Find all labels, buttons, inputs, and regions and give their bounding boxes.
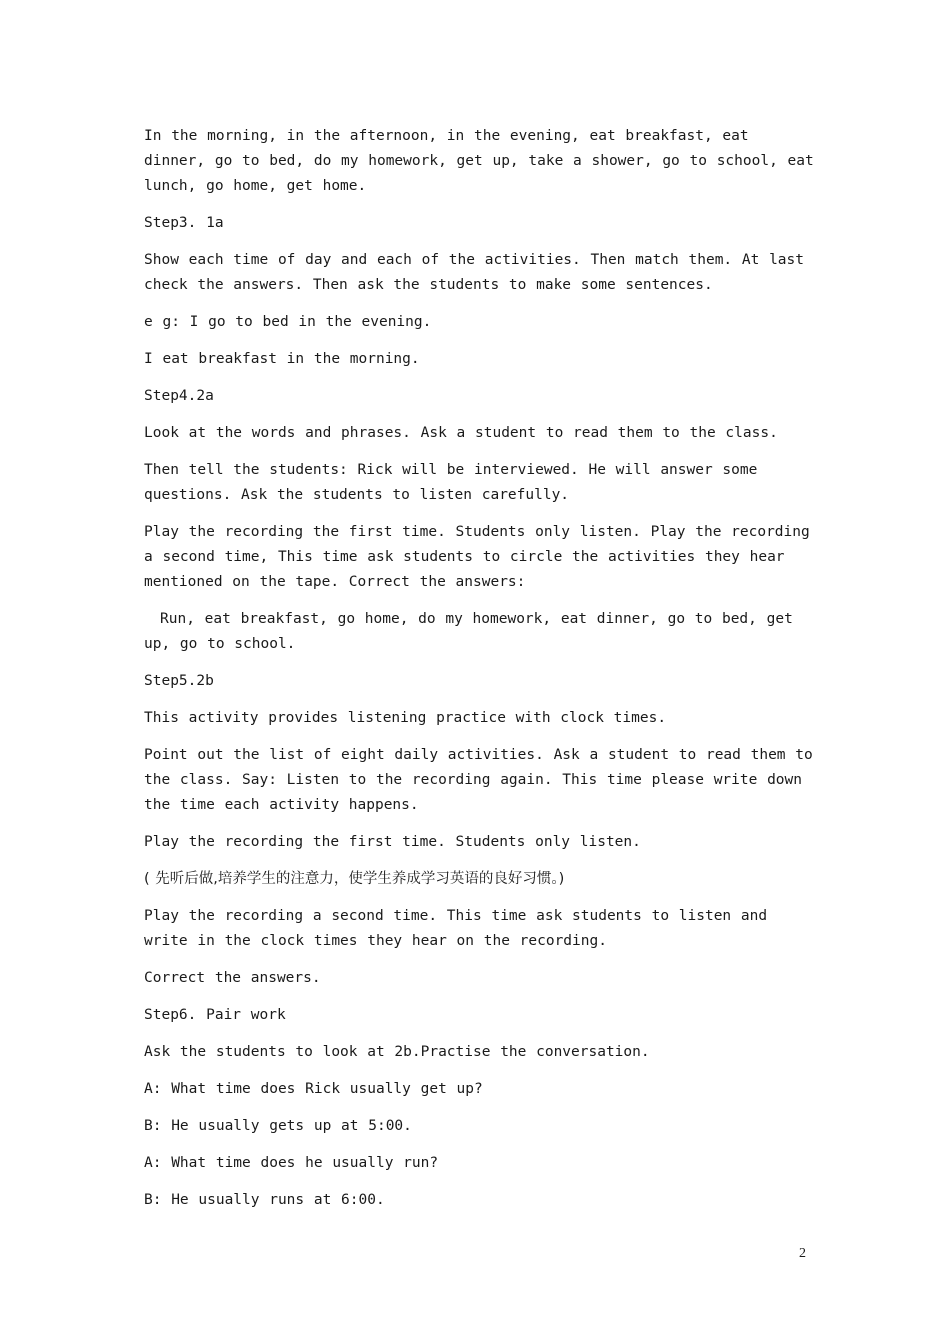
heading-step4: Step4.2a: [144, 388, 214, 404]
paragraph-chinese-note: ( 先听后做,培养学生的注意力，使学生养成学习英语的良好习惯。): [144, 871, 565, 887]
paragraph-phrases: In the morning, in the afternoon, in the evening, eat breakfast, eat dinner, go to bed, do my homework, get up, take a shower, go to school, eat lunch, go home, get home.: [144, 128, 814, 194]
paragraph-step5-point-out: Point out the list of eight daily activities. Ask a student to read them to the class. Say: Listen to the recording again. This time please write down the time each activity happens.: [144, 747, 813, 813]
dialogue-line-a1: A: What time does Rick usually get up?: [144, 1081, 483, 1097]
paragraph-step6-ask: Ask the students to look at 2b.Practise the conversation.: [144, 1044, 650, 1060]
paragraph-step5-intro: This activity provides listening practice with clock times.: [144, 710, 667, 726]
paragraph-step5-play-second: Play the recording a second time. This time ask students to listen and write in the clock times they hear on the recording.: [144, 908, 768, 949]
dialogue-line-b1: B: He usually gets up at 5:00.: [144, 1118, 412, 1134]
paragraph-example-1: e g: I go to bed in the evening.: [144, 314, 432, 330]
heading-step3: Step3. 1a: [144, 215, 224, 231]
paragraph-step5-play-first: Play the recording the first time. Students only listen.: [144, 834, 641, 850]
paragraph-step3-instructions: Show each time of day and each of the activities. Then match them. At last check the answers. Then ask the students to make some sentences.: [144, 252, 805, 293]
heading-step6: Step6. Pair work: [144, 1007, 286, 1023]
page-number: 2: [799, 1246, 806, 1261]
paragraph-step5-correct: Correct the answers.: [144, 970, 321, 986]
paragraph-step4-tell: Then tell the students: Rick will be interviewed. He will answer some questions. Ask the students to listen carefully.: [144, 462, 758, 503]
dialogue-line-b2: B: He usually runs at 6:00.: [144, 1192, 385, 1208]
paragraph-step4-look: Look at the words and phrases. Ask a student to read them to the class.: [144, 425, 778, 441]
paragraph-example-2: I eat breakfast in the morning.: [144, 351, 420, 367]
paragraph-step4-play: Play the recording the first time. Students only listen. Play the recording a second time, This time ask students to circle the activities they hear mentioned on the tape. Correct the answers:: [144, 524, 810, 590]
dialogue-line-a2: A: What time does he usually run?: [144, 1155, 439, 1171]
heading-step5: Step5.2b: [144, 673, 214, 689]
page-body: [144, 124, 816, 1225]
paragraph-step4-answers: Run, eat breakfast, go home, do my homework, eat dinner, go to bed, get up, go to school.: [144, 611, 793, 652]
